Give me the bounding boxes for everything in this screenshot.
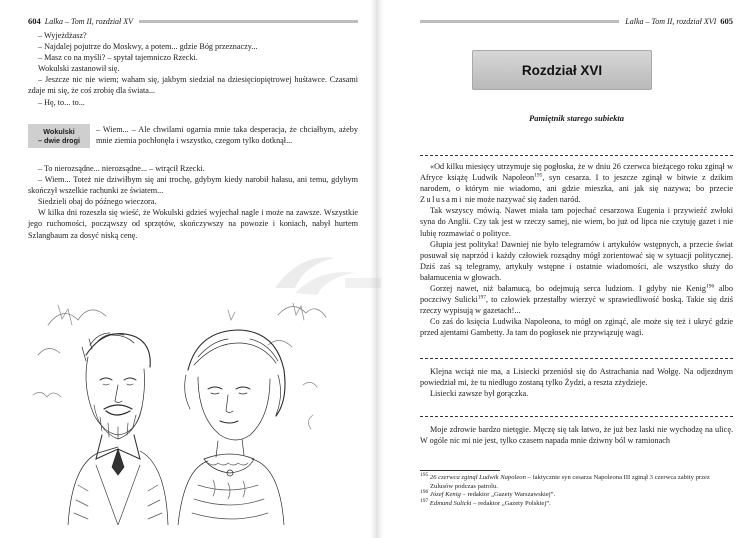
footnote: $^{196}$ Józef Kenig – redaktor „Gazety Warszawskiej”.	[420, 489, 556, 499]
footnote-ref: 197	[477, 294, 486, 301]
section-divider	[420, 416, 733, 417]
paragraph: Lisiecki zawsze był gorączka.	[430, 389, 529, 399]
text-line: – Masz co na myśli? – spytał tajemniczo Rzecki.	[38, 53, 198, 63]
text-line: – Jeszcze nic nie wiem; waham się, jakbym siedział na dziesięciopiętrowej huśtawce. Czasami zdaje mi się, że coś zrobię dla świata...	[28, 75, 358, 96]
diary-entry-1	[420, 161, 733, 339]
running-head-right: Lalka – Tom II, rozdział XVI	[625, 16, 717, 26]
chapter-heading-box	[472, 50, 652, 90]
text-line: W kilka dni rozeszła się wieść, że Wokulski gdzieś wyjechał nagle i może na zawsze. Wszystkie jego ruchomości, począwszy od sprzętów, skończywszy na powozie i koniach, nabył hurtem Szlangbaum za dosyć niską cenę.	[28, 208, 358, 240]
illustration-couple-sketch	[28, 285, 333, 525]
dialogue-top	[28, 30, 358, 108]
text-line: – Najdalej pojutrze do Moskwy, a potem... gdzie Bóg przeznaczy...	[38, 42, 258, 52]
paragraph: Co zaś do księcia Ludwika Napoleona, to mógł on zginąć, ale może się też i ukryć gdzie przed ajentami Gambetty. Ja tam do pogłosek nie przywiązuję wagi.	[420, 317, 733, 338]
margin-note-line2: – dwie drogi	[38, 136, 80, 145]
header-rule-left	[139, 20, 358, 23]
chapter-subtitle: Pamiętnik starego subiekta	[529, 113, 624, 123]
footnotes	[420, 471, 733, 508]
paragraph: «Od kilku miesięcy utrzymuje się pogłoska, że w dniu 26 czerwca bieżącego roku zginął w Afryce książę Ludwik Napoleon$^{195}$, syn cesarza. I to jeszcze zginął w bitwie z dzikim narodem, o którym nie wiadomo, ani gdzie mieszka, ani jak się nazywa; bo przecie Zulusami nie może nazywać się żaden naród.	[420, 162, 733, 205]
margin-note	[28, 124, 90, 148]
text-line: Wokulski zastanowił się.	[38, 64, 120, 74]
dialogue-bottom	[28, 163, 358, 241]
paragraph: Tak wszyscy mówią. Nawet miała tam pojechać cesarzowa Eugenia i przywieźć zwłoki syna do Anglii. Czy tak jest w rzeczy samej, nie wiem, bo już od lipca nie czytuję gazet i nie lubię rozmawiać o polityce.	[420, 206, 733, 238]
watermark-logo	[265, 248, 385, 308]
left-page-header	[28, 16, 358, 26]
paragraph: Moje zdrowie bardzo nietęgie. Męczę się tak łatwo, że już bez laski nie wychodzę na ulicę. W ogóle nic mi nie jest, tylko czasem napada mnie dziwny ból w ramionach	[420, 425, 733, 446]
running-head-left: Lalka – Tom II, rozdział XV	[44, 16, 134, 26]
section-divider	[420, 155, 733, 156]
chapter-title: Rozdział XVI	[521, 62, 603, 78]
footnote: $^{195}$ 26 czerwca zginął Ludwik Napoleon – faktycznie syn cesarza Napoleona III zginął 3 czerwca zabity przez Zulusów podczas patrolu.	[420, 471, 710, 490]
paragraph: Gorzej nawet, niż bałamucą, bo odejmują serca ludziom. I gdyby nie Kenig$^{196}$ albo poczciwy Sulicki$^{197}$, to człowiek przestałby wierzyć w sprawiedliwość boską. Takie się dziś rzeczy wypisują w gazetach!...	[420, 283, 733, 316]
diary-entry-2	[420, 366, 733, 399]
section-divider	[420, 358, 733, 359]
page-number-left: 604	[28, 16, 41, 26]
page-number-right: 605	[720, 16, 733, 26]
wrapped-paragraph: – Wiem... – Ale chwilami ogarnia mnie taka desperacja, że chciałbym, ażeby mnie ziemia pochłonęła i wszystko, czegom tylko dotknął...	[96, 125, 358, 146]
margin-note-line1: Wokulski	[43, 127, 75, 136]
right-page	[380, 0, 755, 538]
footnote-ref: 195	[534, 172, 543, 179]
right-page-header	[420, 16, 733, 26]
text-line: – Wyjeżdżasz?	[38, 31, 87, 40]
text-line: – Hę, to... to...	[38, 97, 85, 107]
text-line: Siedzieli obaj do późnego wieczora.	[38, 197, 157, 207]
header-rule-right	[420, 20, 619, 23]
text-line: – Wiem... Toteż nie dziwiłbym się ani trochę, gdybym kiedy narobił hałasu, ani temu, gdybym skończył wszelkie rachunki ze światem...	[28, 175, 358, 196]
footnote-rule	[420, 470, 500, 471]
text-line: – To nierozsądne... nierozsądne... – wtrącił Rzecki.	[38, 164, 205, 173]
footnote: $^{197}$ Edmund Sulicki – redaktor „Gazety Polskiej”.	[420, 497, 551, 507]
diary-entry-3	[420, 424, 733, 446]
paragraph: Klejna wciąż nie ma, a Lisiecki przeniósł się do Astrachania nad Wołgę. Na odjezdnym powiedział mi, że tu niedługo zostaną tylko Żydzi, a reszta zżydzieje.	[420, 367, 733, 388]
paragraph: Głupia jest polityka! Dawniej nie było telegramów i artykułów wstępnych, a przecie świat posuwał się naprzód i każdy człowiek rozsądny mógł zorientować się w sytuacji politycznej. Dziś zaś są telegramy, artykuły wstępne i ostatnie wiadomości, ale wszystko służy do bałamucenia w głowach.	[420, 239, 733, 282]
footnote-ref: 196	[705, 283, 715, 290]
